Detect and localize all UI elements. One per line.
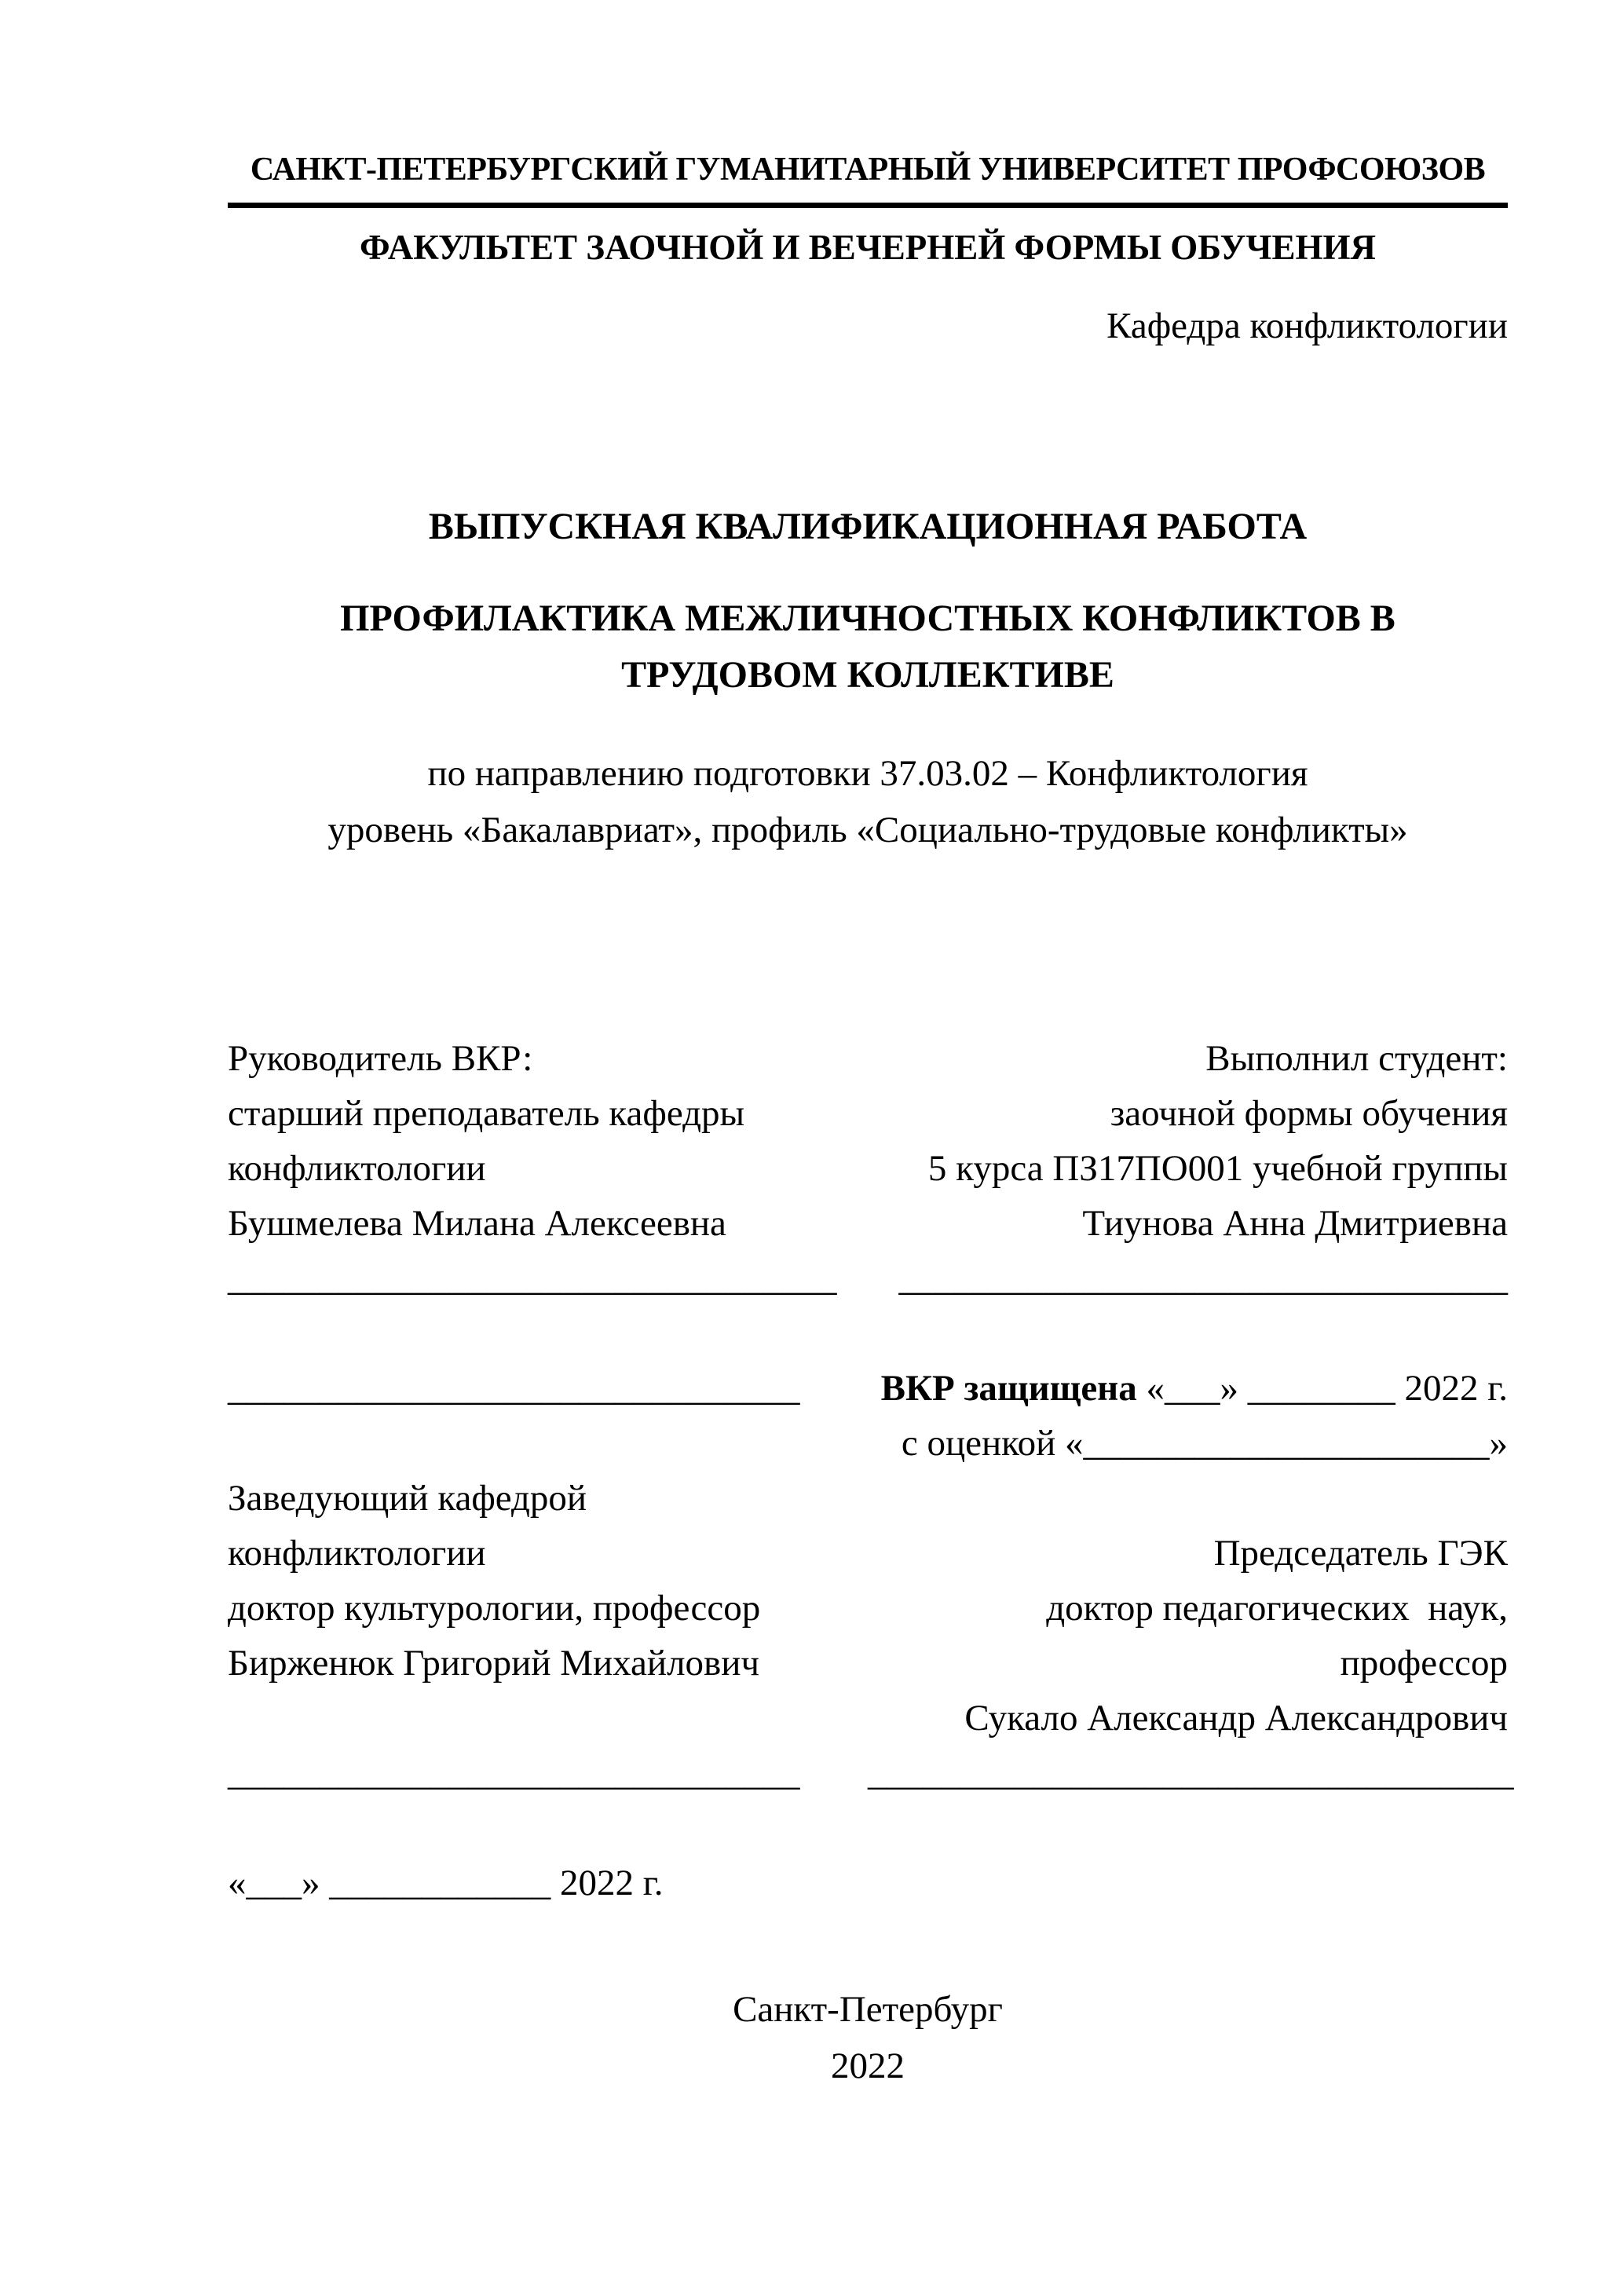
thesis-title-line2: ТРУДОВОМ КОЛЛЕКТИВЕ [621, 654, 1114, 696]
gek-chair-final-signature-line: ___________________________________ [868, 1753, 1514, 1793]
student-name: Тиунова Анна Дмитриевна [1082, 1203, 1508, 1244]
supervisor-signature-line: _________________________________ [228, 1258, 837, 1299]
signature-row [228, 1086, 1508, 1141]
signature-row [228, 1581, 1508, 1636]
program-direction: по направлению подготовки 37.03.02 – Конфликтология [427, 753, 1308, 794]
spacer [868, 1471, 1508, 1526]
supervisor-position-line1: старший преподаватель кафедры [228, 1093, 745, 1134]
student-signature-line: _________________________________ [898, 1258, 1508, 1299]
thesis-title-line1: ПРОФИЛАКТИКА МЕЖЛИЧНОСТНЫХ КОНФЛИКТОВ В [340, 598, 1395, 639]
gek-chair-degree: доктор педагогических наук, [1046, 1588, 1508, 1629]
year-label: 2022 [831, 2046, 905, 2086]
supervisor-position-line2: конфликтологии [228, 1148, 486, 1189]
student-study-form: заочной формы обучения [1110, 1093, 1508, 1134]
spacer [228, 1416, 868, 1471]
faculty-header: ФАКУЛЬТЕТ ЗАОЧНОЙ И ВЕЧЕРНЕЙ ФОРМЫ ОБУЧЕНИЯ [359, 228, 1377, 267]
supervisor-heading: Руководитель ВКР: [228, 1038, 533, 1079]
page-footer [228, 1981, 1508, 2094]
signature-row [228, 1526, 1508, 1581]
spacer [228, 1691, 868, 1746]
grade-line: с оценкой «______________________» [901, 1423, 1508, 1464]
gek-chair-title: профессор [1340, 1643, 1508, 1684]
signature-block [228, 1031, 1514, 1801]
signature-row [228, 1251, 1508, 1306]
head-degree: доктор культурологии, профессор [228, 1588, 761, 1629]
head-name: Бирженюк Григорий Михайлович [228, 1643, 760, 1684]
gek-chair-name: Сукало Александр Александрович [964, 1698, 1508, 1738]
signature-row [228, 1416, 1508, 1471]
thesis-title [228, 590, 1508, 704]
work-type-heading: ВЫПУСКНАЯ КВАЛИФИКАЦИОННАЯ РАБОТА [428, 506, 1308, 547]
head-final-signature-line: _______________________________ [228, 1753, 800, 1793]
program-level: уровень «Бакалавриат», профиль «Социально-трудовые конфликты» [327, 810, 1408, 850]
city-label: Санкт-Петербург [733, 1989, 1003, 2030]
signature-row [228, 1031, 1508, 1086]
defense-label: ВКР защищена [880, 1368, 1137, 1409]
spacer [868, 1306, 1508, 1361]
signature-row [228, 1196, 1508, 1251]
signature-row [228, 1691, 1508, 1746]
head-position-line1: Заведующий кафедрой [228, 1478, 587, 1519]
student-course-group: 5 курса ПЗ17ПО001 учебной группы [927, 1148, 1508, 1189]
signature-row [228, 1471, 1508, 1526]
signature-row [228, 1636, 1508, 1691]
spacer [228, 1306, 868, 1361]
head-signature-line: _______________________________ [228, 1368, 800, 1409]
head-position-line2: конфликтологии [228, 1533, 486, 1574]
spacer-row [228, 1306, 1508, 1361]
student-heading: Выполнил студент: [1205, 1038, 1508, 1079]
signature-row [228, 1361, 1508, 1416]
signature-row [228, 1746, 1514, 1801]
header-rule [228, 203, 1508, 208]
supervisor-name: Бушмелева Милана Алексеевна [228, 1203, 726, 1244]
approval-date-line: «___» ____________ 2022 г. [228, 1863, 664, 1903]
university-header: САНКТ-ПЕТЕРБУРГСКИЙ ГУМАНИТАРНЫЙ УНИВЕРСИТЕТ ПРОФСОЮЗОВ [250, 152, 1486, 188]
program-info [228, 745, 1508, 858]
department-label: Кафедра конфликтологии [1106, 305, 1508, 346]
defense-date-blanks: «___» ________ 2022 г. [1136, 1368, 1508, 1409]
defense-date-line [868, 1361, 1508, 1416]
signature-row [228, 1141, 1508, 1196]
gek-chair-heading: Председатель ГЭК [1213, 1533, 1508, 1574]
